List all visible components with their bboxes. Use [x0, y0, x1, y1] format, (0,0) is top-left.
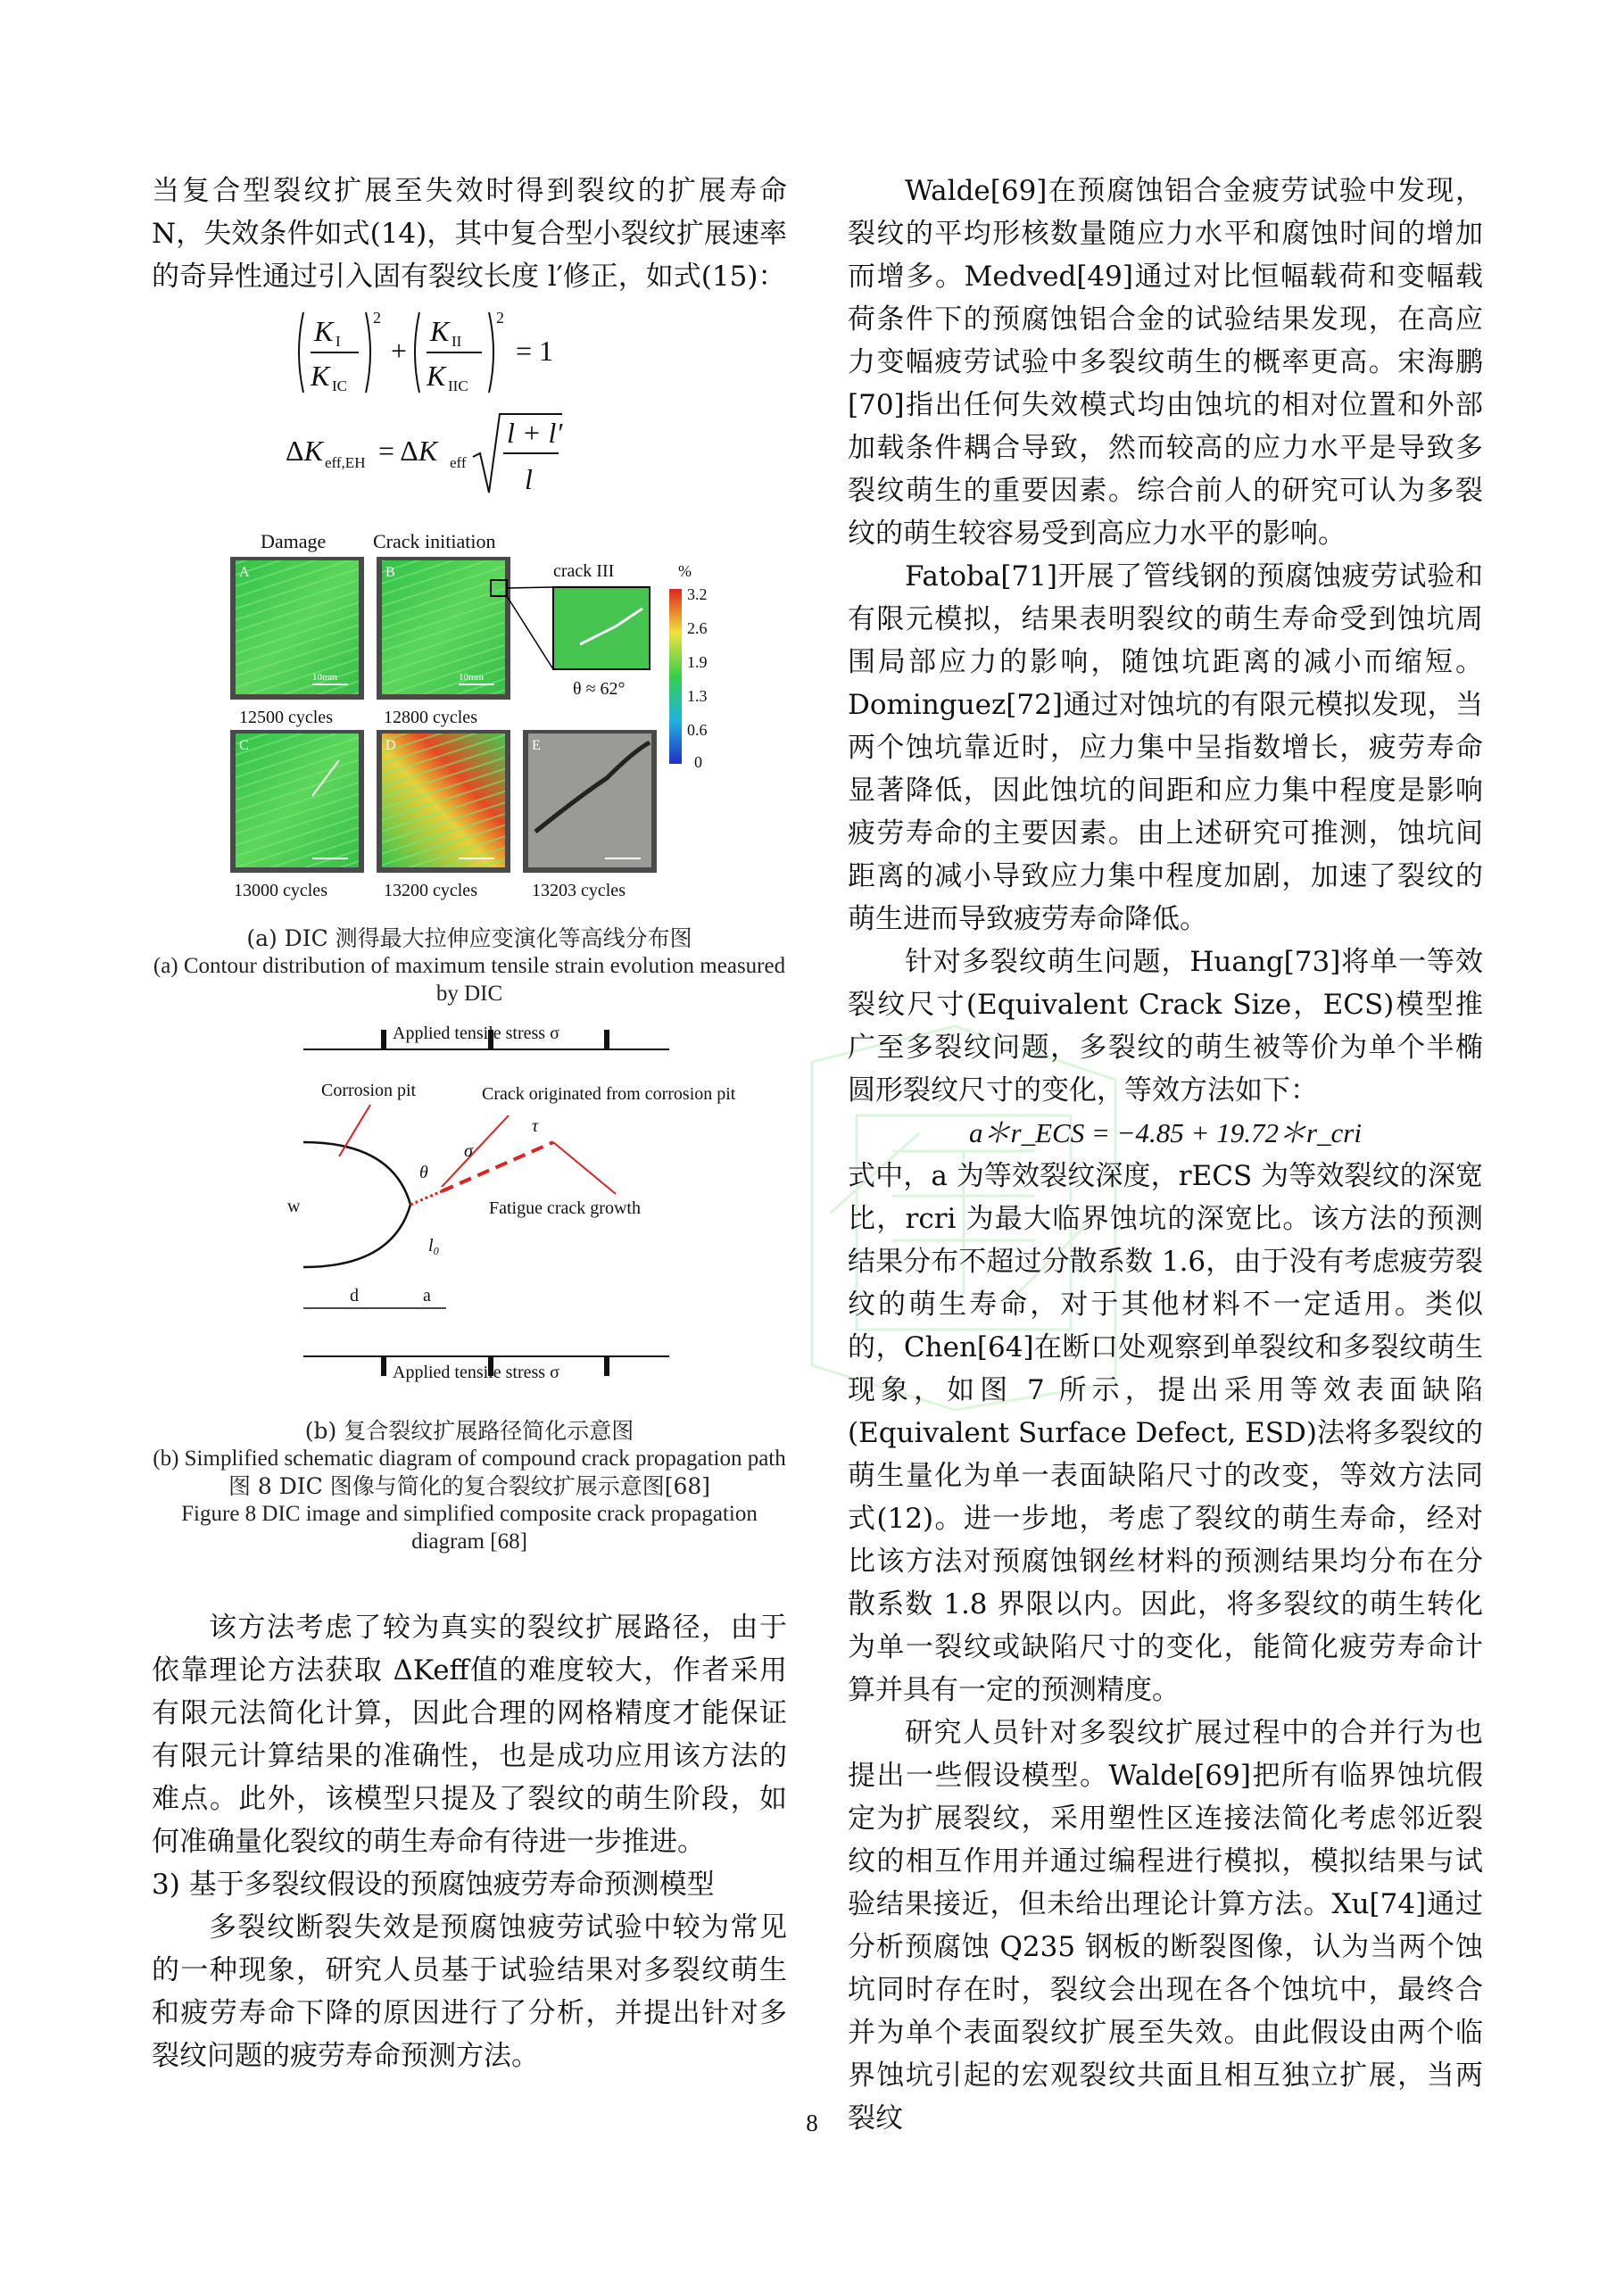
- label-a: a: [423, 1286, 431, 1305]
- corrosion-pit-shape: [303, 1142, 410, 1267]
- label-fatigue-growth: Fatigue crack growth: [489, 1198, 641, 1218]
- figure-a-caption-en: (a) Contour distribution of maximum tensile strain evolution measured by DIC: [153, 954, 786, 1006]
- svg-text:IC: IC: [332, 377, 347, 394]
- svg-text:ΔK: ΔK: [286, 435, 323, 467]
- colorbar: [669, 589, 682, 764]
- label-theta-b: θ: [419, 1163, 428, 1182]
- right-column: [848, 170, 1483, 2140]
- svg-text:2: 2: [373, 309, 381, 327]
- paragraph-huang: 针对多裂纹萌生问题，Huang[73]将单一等效裂纹尺寸(Equivalent Crack Size，ECS)模型推广至多裂纹问题，多裂纹的萌生被等价为单个半椭圆形裂纹尺寸的变化，等效方法如下：: [848, 946, 1483, 1107]
- label-tau: τ: [532, 1116, 539, 1136]
- intro-paragraph: 当复合型裂纹扩展至失效时得到裂纹的扩展寿命 N，失效条件如式(14)，其中复合型小裂纹扩展速率的奇异性通过引入固有裂纹长度 l′修正，如式(15)：: [152, 175, 787, 293]
- cbar-tick: 0: [694, 753, 702, 771]
- svg-text:IIC: IIC: [448, 377, 468, 394]
- svg-text:E: E: [532, 738, 541, 753]
- cycles-c: 13000 cycles: [234, 881, 327, 900]
- label-theta: θ ≈ 62°: [573, 679, 626, 699]
- label-applied-stress-bottom: Applied tensile stress σ: [393, 1363, 559, 1382]
- label-crack-origin: Crack originated from corrosion pit: [482, 1084, 736, 1104]
- cycles-a: 12500 cycles: [239, 708, 333, 727]
- cycles-e: 13203 cycles: [532, 881, 626, 900]
- left-column-lower: [152, 1606, 787, 2077]
- svg-text:= 1: = 1: [516, 335, 554, 367]
- cbar-tick: 0.6: [687, 721, 708, 739]
- svg-text:K: K: [430, 315, 450, 347]
- svg-text:eff,EH: eff,EH: [325, 454, 366, 471]
- section-heading-3: 3) 基于多裂纹假设的预腐蚀疲劳寿命预测模型: [152, 1869, 715, 1901]
- figure-b-caption-cn: (b) 复合裂纹扩展路径简化示意图: [304, 1418, 634, 1444]
- paragraph-walde: Walde[69]在预腐蚀铝合金疲劳试验中发现，裂纹的平均形核数量随应力水平和腐蚀时间的增加而增多。Medved[49]通过对比恒幅载荷和变幅载荷条件下的预腐蚀铝合金的试验结果发现，在高应力变幅疲劳试验中多裂纹萌生的概率更高。宋海鹏[70]指出任何失效模式均由蚀坑的相对位置和外部加载条件耦合导致，然而较高的应力水平是导致多裂纹萌生的重要因素。综合前人的研究可认为多裂纹的萌生较容易受到高应力水平的影响。: [848, 175, 1483, 550]
- label-damage: Damage: [261, 530, 327, 552]
- svg-text:l + l′: l + l′: [507, 417, 563, 449]
- svg-text:D: D: [385, 738, 396, 753]
- svg-text:eff: eff: [450, 454, 467, 471]
- label-crack-iii: crack III: [553, 561, 615, 581]
- crack-zoom-inset: [553, 587, 650, 669]
- equation-ecs: a＊r_ECS = −4.85 + 19.72＊r_cri: [969, 1117, 1362, 1148]
- cbar-tick: 1.3: [687, 687, 708, 705]
- equation-15: [286, 407, 571, 505]
- svg-text:K: K: [314, 315, 334, 347]
- label-sigma: σ: [464, 1141, 473, 1161]
- figure-8-caption-cn: 图 8 DIC 图像与简化的复合裂纹扩展示意图[68]: [228, 1473, 711, 1499]
- label-w: w: [287, 1197, 301, 1216]
- figure-8-caption-en: Figure 8 DIC image and simplified composite crack propagation diagram [68]: [181, 1502, 758, 1554]
- cbar-tick: 2.6: [687, 619, 708, 637]
- svg-text:C: C: [239, 738, 249, 753]
- svg-text:= ΔK: = ΔK: [378, 435, 438, 467]
- svg-text:B: B: [385, 565, 395, 580]
- label-d: d: [350, 1286, 359, 1305]
- label-crack-initiation: Crack initiation: [373, 530, 496, 552]
- figure-a-caption: [152, 924, 787, 1007]
- label-l0: l₀: [428, 1236, 440, 1256]
- cbar-tick: 3.2: [687, 585, 708, 603]
- svg-text:II: II: [452, 333, 462, 350]
- panel-a-tag: A: [239, 565, 250, 580]
- cycles-d: 13200 cycles: [384, 881, 477, 900]
- paragraph-coalescence: 研究人员针对多裂纹扩展过程中的合并行为也提出一些假设模型。Walde[69]把所有临界蚀坑假定为扩展裂纹，采用塑性区连接法简化考虑邻近裂纹的相互作用并通过编程进行模拟，模拟结果与试验结果接近，但未给出理论计算方法。Xu[74]通过分析预腐蚀 Q235 钢板的断裂图像，认为当两个蚀坑同时存在时，裂纹会出现在各个蚀坑中，最终合并为单个表面裂纹扩展至失效。由此假设由两个临界蚀坑引起的宏观裂纹共面且相互独立扩展，当两裂纹: [848, 1717, 1483, 2134]
- figure-a-dic-contours: [223, 528, 741, 903]
- paragraph-fatoba: Fatoba[71]开展了管线钢的预腐蚀疲劳试验和有限元模拟，结果表明裂纹的萌生寿命受到蚀坑周围局部应力的影响，随蚀坑距离的减小而缩短。Dominguez[72]通过对蚀坑的有限元模拟发现，当两个蚀坑靠近时，应力集中呈指数增长，疲劳寿命显著降低，因此蚀坑的间距和应力集中程度是影响疲劳寿命的主要因素。由上述研究可推测，蚀坑间距离的减小导致应力集中程度加剧，加速了裂纹的萌生进而导致疲劳寿命降低。: [848, 560, 1483, 935]
- paragraph-ecs-explanation: 式中，a 为等效裂纹深度，rECS 为等效裂纹的深宽比，rcri 为最大临界蚀坑的深宽比。该方法的预测结果分布不超过分散系数 1.6，由于没有考虑疲劳裂纹的萌生寿命，对于其他材料不一定适用。类似的，Chen[64]在断口处观察到单裂纹和多裂纹萌生现象，如图 7 所示，提出采用等效表面缺陷(Equivalent Surface Defect, ESD)法将多裂纹的萌生量化为单一表面缺陷尺寸的改变，等效方法同式(12)。进一步地，考虑了裂纹的萌生寿命，经对比该方法对预腐蚀钢丝材料的预测结果均分布在分散系数 1.8 界限以内。因此，将多裂纹的萌生转化为单一裂纹或缺陷尺寸的变化，能简化疲劳寿命计算并具有一定的预测精度。: [848, 1160, 1483, 1706]
- cycles-b: 12800 cycles: [384, 708, 477, 727]
- equation-14: [294, 303, 580, 402]
- paragraph-multi-crack: 多裂纹断裂失效是预腐蚀疲劳试验中较为常见的一种现象，研究人员基于试验结果对多裂纹萌生和疲劳寿命下降的原因进行了分析，并提出针对多裂纹问题的疲劳寿命预测方法。: [152, 1911, 787, 2072]
- svg-text:%: %: [678, 562, 692, 580]
- svg-text:K: K: [427, 360, 446, 392]
- svg-text:2: 2: [496, 309, 504, 327]
- figure-b-caption-en: (b) Simplified schematic diagram of compound crack propagation path: [153, 1446, 786, 1471]
- svg-text:+: +: [391, 335, 408, 367]
- figure-b-caption: [152, 1417, 787, 1555]
- svg-text:I: I: [336, 333, 341, 350]
- label-applied-stress-top: Applied tensile stress σ: [393, 1024, 559, 1043]
- left-column: [152, 170, 787, 298]
- svg-text:10mm: 10mm: [312, 672, 338, 683]
- svg-text:l: l: [525, 463, 533, 495]
- page-number: 8: [806, 2110, 818, 2136]
- figure-b-schematic: [286, 1017, 736, 1410]
- paragraph-method-discussion: 该方法考虑了较为真实的裂纹扩展路径，由于依靠理论方法获取 ΔKeff值的难度较大，作者采用有限元法简化计算，因此合理的网格精度才能保证有限元计算结果的准确性，也是成功应用该方法的难点。此外，该模型只提及了裂纹的萌生阶段，如何准确量化裂纹的萌生寿命有待进一步推进。: [152, 1612, 787, 1858]
- label-corrosion-pit: Corrosion pit: [321, 1081, 417, 1100]
- svg-text:10mm: 10mm: [459, 672, 485, 683]
- figure-a-caption-cn: (a) DIC 测得最大拉伸应变演化等高线分布图: [246, 925, 692, 951]
- svg-text:K: K: [311, 360, 330, 392]
- cbar-tick: 1.9: [687, 653, 708, 671]
